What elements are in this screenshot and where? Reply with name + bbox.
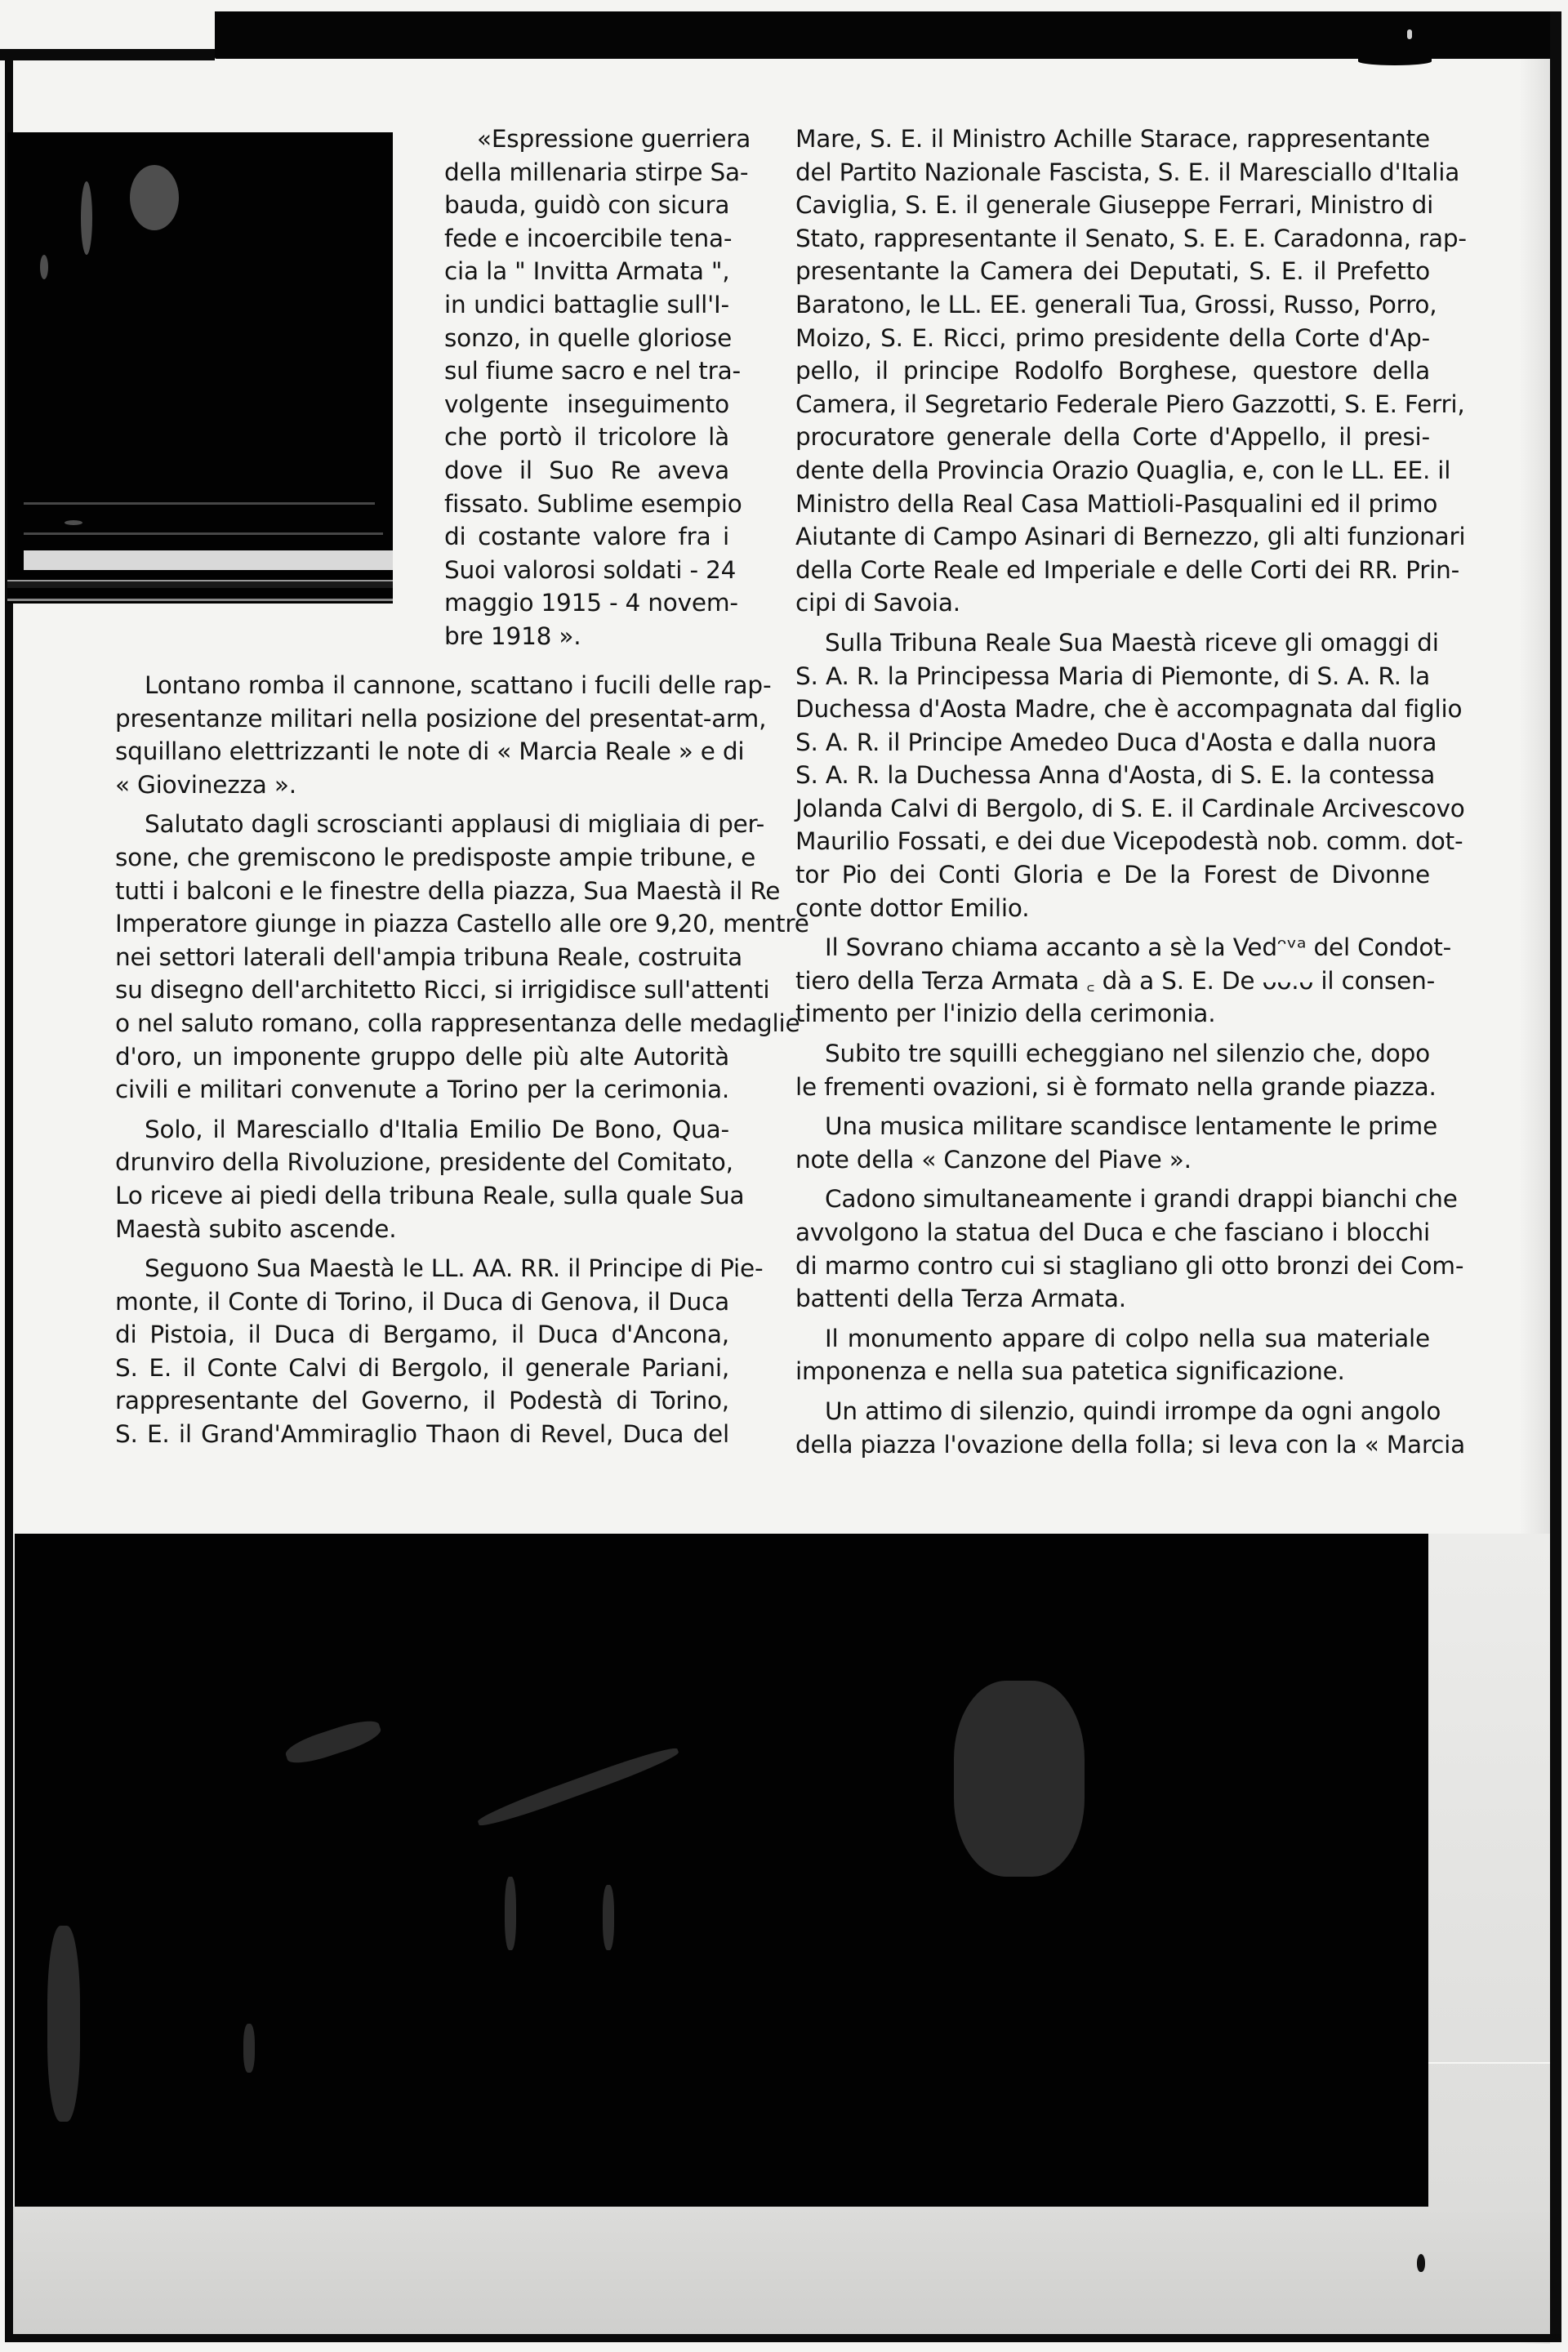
text-line: Cadono simultaneamente i grandi drappi bianchi che xyxy=(825,1185,1458,1214)
text-line: note della « Canzone del Piave ». xyxy=(795,1145,1192,1174)
photo-detail xyxy=(130,165,179,230)
paragraph xyxy=(795,122,1467,620)
text-line: Maestà subito ascende. xyxy=(115,1214,397,1243)
text-line: tor Pio dei Conti Gloria e De la Forest de Divonne xyxy=(795,861,1430,889)
paragraph xyxy=(795,1037,1437,1103)
text-line: della Corte Reale ed Imperiale e delle Corti dei RR. Prin- xyxy=(795,555,1460,584)
right-text-column xyxy=(795,122,1467,1468)
text-line: Un attimo di silenzio, quindi irrompe da ogni angolo xyxy=(825,1396,1441,1425)
text-line: monte, il Conte di Torino, il Duca di Genova, il Duca xyxy=(115,1287,729,1316)
bottom-photo xyxy=(15,1534,1428,2207)
text-line: S. A. R. la Duchessa Anna d'Aosta, di S. E. la contessa xyxy=(795,761,1436,790)
paragraph xyxy=(795,931,1452,1031)
text-line: della piazza l'ovazione della folla; si leva con la « Marcia xyxy=(795,1430,1466,1459)
text-line: cipi di Savoia. xyxy=(795,589,960,617)
quote-line: cia la " Invitta Armata ", xyxy=(444,257,730,286)
text-line: Seguono Sua Maestà le LL. AA. RR. il Principe di Pie- xyxy=(145,1254,764,1283)
text-line: di Pistoia, il Duca di Bergamo, il Duca d'Ancona, xyxy=(115,1321,729,1349)
text-line: Camera, il Segretario Federale Piero Gazzotti, S. E. Ferri, xyxy=(795,390,1465,418)
photo-detail xyxy=(47,1926,80,2122)
text-line: Salutato dagli scroscianti applausi di migliaia di per- xyxy=(145,810,765,839)
text-line: nei settori laterali dell'ampia tribuna Reale, costruita xyxy=(115,942,742,971)
ink-bleed xyxy=(1358,57,1432,65)
paragraph xyxy=(795,1395,1466,1461)
quote-line: bauda, guidò con sicura xyxy=(444,191,730,220)
text-line: Imperatore giunge in piazza Castello alle ore 9,20, mentre xyxy=(115,910,809,938)
text-line: Lontano romba il cannone, scattano i fucili delle rap- xyxy=(145,671,772,699)
paragraph xyxy=(795,626,1465,924)
quote-line: bre 1918 ». xyxy=(444,621,581,650)
text-line: Il monumento appare di colpo nella sua materiale xyxy=(825,1324,1430,1352)
text-line: S. A. R. il Principe Amedeo Duca d'Aosta e dalla nuora xyxy=(795,728,1437,756)
photo-detail xyxy=(475,1743,680,1831)
quote-line: dove il Suo Re aveva xyxy=(444,456,729,484)
text-line: tutti i balconi e le finestre della piazza, Sua Maestà il Re xyxy=(115,876,781,905)
right-page-edge xyxy=(1550,11,1561,2339)
paragraph xyxy=(795,1183,1464,1315)
text-line: dente della Provincia Orazio Quaglia, e, con le LL. EE. il xyxy=(795,456,1451,484)
paragraph xyxy=(115,1252,764,1451)
quote-line: sonzo, in quelle gloriose xyxy=(444,323,733,352)
text-line: tiero della Terza Armata ꜀ dà a S. E. De ᴗᴗ.ᴗ il consen- xyxy=(795,966,1436,995)
text-line: Una musica militare scandisce lentamente le prime xyxy=(825,1112,1438,1141)
quote-column xyxy=(444,122,751,653)
quote-line: in undici battaglie sull'I- xyxy=(444,290,729,318)
text-line: civili e militari convenute a Torino per la cerimonia. xyxy=(115,1076,729,1104)
text-line: Sulla Tribuna Reale Sua Maestà riceve gli omaggi di xyxy=(825,628,1439,657)
photo-detail xyxy=(65,520,82,525)
text-line: rappresentante del Governo, il Podestà di Torino, xyxy=(115,1387,729,1415)
photo-detail xyxy=(40,255,48,279)
photo-dark-band xyxy=(7,580,393,588)
text-line: sone, che gremiscono le predisposte ampie tribune, e xyxy=(115,843,756,871)
text-line: battenti della Terza Armata. xyxy=(795,1285,1126,1313)
photo-detail xyxy=(283,1715,383,1769)
text-line: su disegno dell'architetto Ricci, si irrigidisce sull'attenti xyxy=(115,976,770,1004)
paragraph xyxy=(115,669,772,801)
quote-line: di costante valore fra i xyxy=(444,523,729,551)
text-line: di marmo contro cui si stagliano gli otto bronzi dei Com- xyxy=(795,1251,1464,1280)
text-line: Subito tre squilli echeggiano nel silenzio che, dopo xyxy=(825,1040,1430,1068)
photo-detail xyxy=(603,1885,614,1950)
text-line: S. A. R. la Principessa Maria di Piemonte, di S. A. R. la xyxy=(795,662,1430,690)
photo-light-band xyxy=(24,550,393,570)
text-line: Ministro della Real Casa Mattioli-Pasqualini ed il primo xyxy=(795,489,1438,518)
paragraph xyxy=(115,1113,745,1245)
paragraph xyxy=(795,1322,1430,1388)
quote-line: Suoi valorosi soldati - 24 xyxy=(444,555,737,584)
left-top-strip xyxy=(0,49,215,60)
quote-line: «Espressione guerriera xyxy=(477,125,751,153)
photo-margin-right xyxy=(1428,1534,1550,2207)
top-black-band xyxy=(215,11,1552,59)
text-line: S. E. il Conte Calvi di Bergolo, il generale Pariani, xyxy=(115,1353,729,1382)
photo-detail xyxy=(243,2024,255,2073)
quote-line: maggio 1915 - 4 novem- xyxy=(444,589,738,617)
text-line: Maurilio Fossati, e dei due Vicepodestà nob. comm. dot- xyxy=(795,827,1463,856)
text-line: Caviglia, S. E. il generale Giuseppe Ferrari, Ministro di xyxy=(795,191,1434,220)
text-line: S. E. il Grand'Ammiraglio Thaon di Revel, Duca del xyxy=(115,1420,729,1449)
ink-spot xyxy=(1417,2254,1425,2272)
text-line: presentante la Camera dei Deputati, S. E. il Prefetto xyxy=(795,257,1430,286)
text-line: drunviro della Rivoluzione, presidente del Comitato, xyxy=(115,1148,733,1177)
quote-line: fede e incoercibile tena- xyxy=(444,224,733,252)
photo-detail xyxy=(954,1681,1085,1877)
text-line: Stato, rappresentante il Senato, S. E. E. Caradonna, rap- xyxy=(795,224,1467,252)
text-line: Solo, il Maresciallo d'Italia Emilio De Bono, Qua- xyxy=(145,1115,729,1143)
quote-line: sul fiume sacro e nel tra- xyxy=(444,357,741,385)
text-line: Aiutante di Campo Asinari di Bernezzo, gli alti funzionari xyxy=(795,523,1466,551)
text-line: Mare, S. E. il Ministro Achille Starace, rappresentante xyxy=(795,125,1430,153)
text-line: Lo riceve ai piedi della tribuna Reale, sulla quale Sua xyxy=(115,1181,745,1209)
quote-line: volgente inseguimento xyxy=(444,390,729,418)
quote-line: fissato. Sublime esempio xyxy=(444,489,742,518)
top-photo xyxy=(7,132,393,604)
text-line: avvolgono la statua del Duca e che fasciano i blocchi xyxy=(795,1218,1430,1246)
photo-stripe xyxy=(24,502,375,505)
quote-line: della millenaria stirpe Sa- xyxy=(444,158,749,186)
text-line: Baratono, le LL. EE. generali Tua, Grossi, Russo, Porro, xyxy=(795,290,1437,318)
text-line: le frementi ovazioni, si è formato nella grande piazza. xyxy=(795,1072,1437,1101)
margin-line xyxy=(1428,2062,1550,2064)
text-line: Jolanda Calvi di Bergolo, di S. E. il Cardinale Arcivescovo xyxy=(795,794,1465,822)
scan-speck xyxy=(1407,29,1412,39)
text-line: « Giovinezza ». xyxy=(115,770,296,799)
photo-bottom-line xyxy=(7,599,393,601)
quote-line: che portò il tricolore là xyxy=(444,423,729,452)
text-line: presentanze militari nella posizione del presentat-arm, xyxy=(115,704,767,733)
photo-stripe xyxy=(24,532,383,535)
text-line: d'oro, un imponente gruppo delle più alte Autorità xyxy=(115,1042,729,1071)
text-line: o nel saluto romano, colla rappresentanza delle medaglie xyxy=(115,1009,800,1037)
text-line: procuratore generale della Corte d'Appello, il presi- xyxy=(795,423,1430,452)
paragraph xyxy=(115,808,809,1106)
text-line: pello, il principe Rodolfo Borghese, questore della xyxy=(795,357,1430,385)
left-text-column xyxy=(115,669,809,1458)
text-line: conte dottor Emilio. xyxy=(795,893,1030,922)
text-line: Duchessa d'Aosta Madre, che è accompagnata dal figlio xyxy=(795,695,1463,724)
text-line: del Partito Nazionale Fascista, S. E. il Maresciallo d'Italia xyxy=(795,158,1460,186)
paragraph xyxy=(795,1110,1438,1176)
text-line: Moizo, S. E. Ricci, primo presidente della Corte d'Ap- xyxy=(795,323,1430,352)
photo-detail xyxy=(505,1877,516,1950)
photo-detail xyxy=(81,181,92,255)
bottom-margin xyxy=(13,2207,1550,2334)
text-line: Il Sovrano chiama accanto a sè la Vedᵔᵛᵃ del Condot- xyxy=(825,933,1452,962)
text-line: imponenza e nella sua patetica significazione. xyxy=(795,1357,1345,1386)
text-line: timento per l'inizio della cerimonia. xyxy=(795,1000,1216,1028)
text-line: squillano elettrizzanti le note di « Marcia Reale » e di xyxy=(115,737,745,766)
bottom-page-edge xyxy=(5,2334,1561,2342)
